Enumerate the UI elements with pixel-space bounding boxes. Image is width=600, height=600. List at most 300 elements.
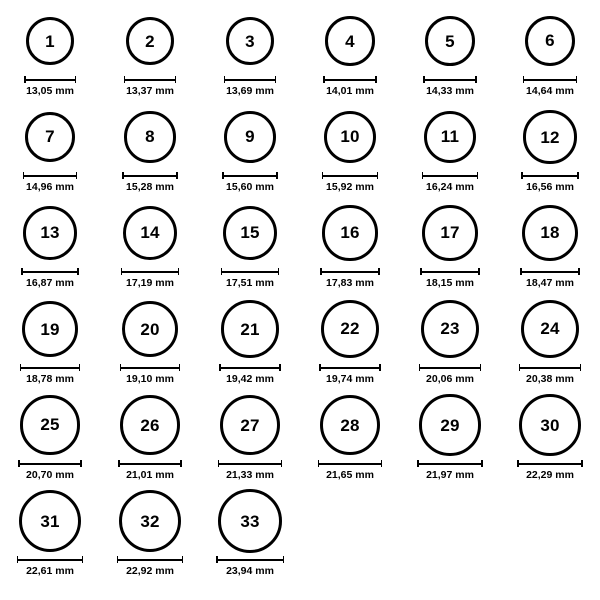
ring-diameter-measure [318, 460, 383, 481]
ring-diameter-label: 15,92 mm [326, 181, 374, 193]
caliper-tick-right [82, 556, 84, 563]
ring-diameter-label: 16,56 mm [526, 181, 574, 193]
ring-circle-wrapper [422, 200, 477, 266]
ring-size-number: 7 [45, 127, 55, 147]
ring-circle-wrapper [220, 392, 280, 458]
ring-size-cell[interactable] [100, 8, 200, 104]
ring-size-row [0, 392, 600, 488]
caliper-tick-left [218, 460, 220, 467]
caliper-bar [23, 175, 78, 177]
caliper-tick-left [117, 556, 119, 563]
ring-size-cell[interactable] [300, 200, 400, 296]
ring-size-cell[interactable] [200, 488, 300, 584]
ring-size-number: 27 [240, 415, 260, 435]
caliper-tick-left [120, 364, 122, 371]
ring-diameter-measure [120, 364, 181, 385]
ring-circle-wrapper [25, 104, 76, 170]
caliper-bar [422, 175, 479, 177]
ring-size-number: 8 [145, 127, 155, 147]
caliper-tick-left [121, 268, 123, 275]
ring-size-cell[interactable] [200, 392, 300, 488]
caliper-tick-left [216, 556, 218, 563]
ring-size-cell[interactable] [500, 104, 600, 200]
ring-size-cell[interactable] [400, 392, 500, 488]
ring-size-number: 20 [140, 319, 160, 339]
ring-diameter-label: 17,83 mm [326, 277, 374, 289]
ring-circle-wrapper [123, 200, 177, 266]
ring-circle-wrapper [324, 104, 376, 170]
ring-size-number: 11 [440, 127, 460, 147]
ring-size-number: 32 [140, 511, 160, 531]
caliper-bar [517, 463, 583, 465]
ring-circle-icon [19, 490, 81, 552]
ring-size-cell[interactable] [300, 8, 400, 104]
caliper-tick-right [578, 268, 580, 275]
caliper-bar [519, 367, 582, 369]
ring-diameter-measure [420, 268, 479, 289]
ring-size-number: 31 [40, 511, 60, 531]
ring-diameter-label: 15,28 mm [126, 181, 174, 193]
caliper-bar [523, 79, 577, 81]
ring-diameter-label: 13,05 mm [26, 85, 74, 97]
ring-diameter-label: 20,38 mm [526, 373, 574, 385]
caliper-tick-right [379, 364, 381, 371]
caliper-icon [222, 172, 278, 179]
caliper-tick-left [124, 76, 126, 83]
ring-size-cell[interactable] [400, 296, 500, 392]
caliper-tick-left [319, 364, 321, 371]
ring-diameter-label: 14,33 mm [426, 85, 474, 97]
caliper-tick-right [281, 460, 283, 467]
caliper-bar [122, 175, 177, 177]
caliper-tick-right [278, 268, 280, 275]
ring-circle-icon [218, 489, 282, 553]
ring-size-number: 25 [40, 415, 60, 435]
caliper-tick-right [176, 172, 178, 179]
caliper-tick-left [18, 460, 20, 467]
caliper-tick-left [318, 460, 320, 467]
ring-diameter-label: 22,61 mm [26, 565, 74, 577]
caliper-tick-right [179, 364, 181, 371]
caliper-bar [319, 367, 381, 369]
ring-size-number: 28 [340, 415, 360, 435]
ring-circle-icon [425, 16, 475, 66]
caliper-bar [117, 559, 184, 561]
ring-diameter-label: 22,92 mm [126, 565, 174, 577]
caliper-tick-left [221, 268, 223, 275]
ring-circle-wrapper [320, 392, 381, 458]
ring-circle-wrapper [122, 296, 179, 362]
ring-diameter-measure [319, 364, 381, 385]
ring-diameter-measure [417, 460, 482, 481]
caliper-tick-left [222, 172, 224, 179]
caliper-icon [521, 172, 578, 179]
caliper-icon [24, 76, 76, 83]
caliper-icon [420, 268, 479, 275]
caliper-bar [21, 271, 79, 273]
caliper-icon [520, 268, 580, 275]
caliper-tick-right [475, 76, 477, 83]
ring-circle-icon [25, 112, 76, 163]
caliper-tick-right [481, 460, 483, 467]
ring-diameter-label: 21,97 mm [426, 469, 474, 481]
ring-size-cell[interactable] [200, 200, 300, 296]
caliper-tick-left [517, 460, 519, 467]
caliper-icon [21, 268, 79, 275]
ring-circle-icon [521, 300, 580, 359]
caliper-icon [20, 364, 80, 371]
ring-diameter-label: 18,47 mm [526, 277, 574, 289]
caliper-icon [419, 364, 481, 371]
ring-diameter-label: 19,42 mm [226, 373, 274, 385]
ring-diameter-measure [520, 268, 580, 289]
ring-size-cell[interactable] [0, 488, 100, 584]
ring-circle-wrapper [218, 488, 282, 554]
caliper-tick-right [182, 556, 184, 563]
caliper-tick-right [581, 460, 583, 467]
ring-circle-icon [221, 300, 278, 357]
caliper-tick-right [577, 172, 579, 179]
caliper-tick-right [75, 76, 77, 83]
ring-diameter-measure [216, 556, 284, 577]
caliper-icon [323, 76, 376, 83]
ring-circle-wrapper [522, 200, 578, 266]
ring-size-number: 13 [40, 223, 60, 243]
caliper-tick-left [420, 268, 422, 275]
ring-diameter-label: 20,70 mm [26, 469, 74, 481]
ring-diameter-measure [320, 268, 379, 289]
ring-circle-icon [321, 300, 379, 358]
caliper-tick-left [24, 76, 26, 83]
ring-size-cell[interactable] [0, 8, 100, 104]
ring-circle-wrapper [322, 200, 377, 266]
ring-size-number: 21 [240, 319, 260, 339]
caliper-icon [519, 364, 582, 371]
ring-size-number: 24 [540, 319, 560, 339]
ring-diameter-label: 19,74 mm [326, 373, 374, 385]
ring-circle-wrapper [120, 392, 180, 458]
ring-circle-icon [424, 111, 477, 164]
caliper-tick-right [178, 268, 180, 275]
ring-diameter-label: 21,65 mm [326, 469, 374, 481]
ring-diameter-label: 16,24 mm [426, 181, 474, 193]
ring-size-number: 15 [240, 223, 260, 243]
ring-size-cell[interactable] [100, 488, 200, 584]
caliper-tick-left [519, 364, 521, 371]
ring-size-row [0, 8, 600, 104]
ring-circle-icon [422, 205, 477, 260]
ring-circle-wrapper [126, 8, 174, 74]
ring-diameter-measure [521, 172, 578, 193]
caliper-tick-left [118, 460, 120, 467]
ring-circle-icon [220, 395, 280, 455]
ring-circle-icon [522, 205, 578, 261]
ring-diameter-label: 16,87 mm [26, 277, 74, 289]
ring-diameter-label: 21,01 mm [126, 469, 174, 481]
ring-diameter-measure [118, 460, 182, 481]
ring-size-cell[interactable] [500, 296, 600, 392]
caliper-tick-left [422, 172, 424, 179]
ring-size-cell[interactable] [0, 104, 100, 200]
caliper-tick-left [21, 268, 23, 275]
ring-size-cell[interactable] [500, 8, 600, 104]
ring-circle-wrapper [525, 8, 575, 74]
caliper-icon [221, 268, 280, 275]
caliper-tick-left [417, 460, 419, 467]
ring-diameter-label: 19,10 mm [126, 373, 174, 385]
caliper-tick-left [523, 76, 525, 83]
caliper-icon [523, 76, 577, 83]
ring-diameter-measure [323, 76, 376, 97]
ring-size-cell[interactable] [400, 8, 500, 104]
caliper-icon [23, 172, 78, 179]
caliper-bar [17, 559, 83, 561]
ring-circle-wrapper [325, 8, 374, 74]
caliper-tick-right [76, 172, 78, 179]
caliper-tick-right [378, 268, 380, 275]
ring-diameter-measure [422, 172, 479, 193]
caliper-tick-left [520, 268, 522, 275]
ring-size-number: 2 [145, 31, 155, 51]
ring-circle-wrapper [221, 296, 278, 362]
caliper-tick-left [423, 76, 425, 83]
caliper-tick-left [320, 268, 322, 275]
ring-circle-icon [419, 394, 480, 455]
caliper-tick-right [79, 364, 81, 371]
ring-size-number: 5 [445, 31, 455, 51]
caliper-icon [218, 460, 282, 467]
ring-circle-wrapper [19, 488, 81, 554]
ring-circle-wrapper [20, 392, 79, 458]
ring-size-cell[interactable] [300, 104, 400, 200]
caliper-tick-left [219, 364, 221, 371]
caliper-tick-right [381, 460, 383, 467]
ring-circle-icon [324, 111, 376, 163]
caliper-icon [120, 364, 181, 371]
ring-size-cell[interactable] [300, 392, 400, 488]
caliper-tick-right [478, 268, 480, 275]
caliper-bar [318, 463, 383, 465]
ring-diameter-label: 23,94 mm [226, 565, 274, 577]
caliper-bar [121, 271, 179, 273]
caliper-icon [224, 76, 277, 83]
ring-diameter-measure [519, 364, 582, 385]
caliper-tick-right [279, 364, 281, 371]
ring-circle-icon [519, 394, 581, 456]
ring-diameter-label: 18,15 mm [426, 277, 474, 289]
caliper-bar [124, 79, 176, 81]
caliper-tick-right [480, 364, 482, 371]
ring-circle-icon [523, 110, 576, 163]
ring-circle-wrapper [519, 392, 581, 458]
ring-circle-wrapper [521, 296, 580, 362]
caliper-tick-right [275, 76, 277, 83]
caliper-bar [219, 367, 280, 369]
ring-circle-icon [23, 206, 77, 260]
ring-size-cell[interactable] [100, 392, 200, 488]
caliper-tick-left [224, 76, 226, 83]
ring-circle-icon [224, 111, 276, 163]
ring-circle-icon [123, 206, 177, 260]
ring-diameter-label: 15,60 mm [226, 181, 274, 193]
ring-size-number: 4 [345, 31, 355, 51]
ring-circle-icon [20, 395, 79, 454]
ring-size-cell[interactable] [0, 200, 100, 296]
ring-diameter-measure [121, 268, 179, 289]
ring-diameter-measure [224, 76, 277, 97]
ring-size-cell[interactable] [0, 392, 100, 488]
caliper-icon [124, 76, 176, 83]
ring-circle-icon [126, 17, 174, 65]
ring-size-cell[interactable] [300, 296, 400, 392]
caliper-icon [122, 172, 177, 179]
ring-size-cell[interactable] [0, 296, 100, 392]
caliper-bar [24, 79, 76, 81]
ring-diameter-measure [423, 76, 477, 97]
ring-circle-icon [223, 206, 278, 261]
ring-circle-wrapper [419, 392, 480, 458]
caliper-tick-left [322, 172, 324, 179]
caliper-bar [419, 367, 481, 369]
ring-diameter-measure [24, 76, 76, 97]
ring-diameter-label: 20,06 mm [426, 373, 474, 385]
ring-circle-wrapper [124, 104, 175, 170]
ring-diameter-label: 14,64 mm [526, 85, 574, 97]
caliper-tick-right [283, 556, 285, 563]
ring-size-cell[interactable] [200, 8, 300, 104]
caliper-bar [120, 367, 181, 369]
ring-diameter-measure [20, 364, 80, 385]
ring-diameter-label: 17,19 mm [126, 277, 174, 289]
ring-size-row [0, 488, 600, 584]
ring-size-number: 26 [140, 415, 160, 435]
caliper-icon [320, 268, 379, 275]
ring-diameter-measure [218, 460, 282, 481]
caliper-tick-right [77, 268, 79, 275]
ring-diameter-measure [124, 76, 176, 97]
ring-circle-icon [122, 301, 179, 358]
ring-circle-icon [525, 16, 575, 66]
ring-size-cell[interactable] [400, 104, 500, 200]
caliper-bar [118, 463, 182, 465]
ring-circle-wrapper [424, 104, 477, 170]
caliper-tick-left [419, 364, 421, 371]
ring-size-cell[interactable] [100, 104, 200, 200]
caliper-bar [417, 463, 482, 465]
ring-diameter-label: 14,01 mm [326, 85, 374, 97]
ring-size-number: 3 [245, 31, 255, 51]
ring-diameter-measure [17, 556, 83, 577]
ring-circle-icon [22, 301, 78, 357]
caliper-tick-left [23, 172, 25, 179]
ring-diameter-measure [523, 76, 577, 97]
caliper-bar [218, 463, 282, 465]
ring-size-number: 19 [40, 319, 60, 339]
caliper-icon [417, 460, 482, 467]
caliper-bar [420, 271, 479, 273]
ring-diameter-measure [222, 172, 278, 193]
ring-diameter-measure [23, 172, 78, 193]
ring-size-number: 6 [545, 31, 555, 51]
ring-size-number: 33 [240, 511, 260, 531]
caliper-icon [219, 364, 280, 371]
ring-circle-wrapper [224, 104, 276, 170]
ring-circle-wrapper [223, 200, 278, 266]
ring-circle-wrapper [22, 296, 78, 362]
ring-size-cell[interactable] [500, 392, 600, 488]
ring-size-cell[interactable] [200, 104, 300, 200]
ring-size-number: 23 [440, 319, 460, 339]
caliper-bar [20, 367, 80, 369]
ring-circle-wrapper [321, 296, 379, 362]
ring-diameter-measure [517, 460, 583, 481]
ring-diameter-label: 17,51 mm [226, 277, 274, 289]
ring-circle-icon [26, 17, 74, 65]
caliper-icon [121, 268, 179, 275]
ring-size-cell[interactable] [500, 200, 600, 296]
ring-size-number: 12 [540, 127, 560, 147]
ring-size-row [0, 296, 600, 392]
caliper-bar [18, 463, 81, 465]
caliper-tick-left [17, 556, 19, 563]
caliper-icon [18, 460, 81, 467]
ring-diameter-measure [117, 556, 184, 577]
ring-size-cell[interactable] [100, 200, 200, 296]
caliper-tick-right [276, 172, 278, 179]
ring-circle-icon [226, 17, 275, 66]
ring-size-number: 16 [340, 223, 360, 243]
ring-diameter-measure [221, 268, 280, 289]
caliper-bar [216, 559, 284, 561]
ring-circle-icon [325, 16, 374, 65]
ring-size-cell[interactable] [100, 296, 200, 392]
caliper-icon [423, 76, 477, 83]
ring-size-cell[interactable] [400, 200, 500, 296]
caliper-tick-left [521, 172, 523, 179]
caliper-bar [323, 79, 376, 81]
caliper-bar [521, 175, 578, 177]
caliper-icon [322, 172, 378, 179]
caliper-tick-right [377, 172, 379, 179]
ring-size-row [0, 200, 600, 296]
ring-diameter-measure [18, 460, 81, 481]
ring-circle-wrapper [119, 488, 182, 554]
ring-size-number: 1 [45, 31, 55, 51]
ring-circle-icon [421, 300, 479, 358]
ring-size-number: 30 [540, 415, 560, 435]
caliper-icon [422, 172, 479, 179]
ring-circle-wrapper [425, 8, 475, 74]
ring-diameter-measure [219, 364, 280, 385]
caliper-tick-right [576, 76, 578, 83]
ring-size-number: 17 [440, 223, 460, 243]
ring-diameter-label: 13,69 mm [226, 85, 274, 97]
caliper-icon [517, 460, 583, 467]
caliper-tick-left [323, 76, 325, 83]
ring-size-number: 9 [245, 127, 255, 147]
ring-circle-wrapper [226, 8, 275, 74]
ring-diameter-label: 14,96 mm [26, 181, 74, 193]
ring-size-cell[interactable] [200, 296, 300, 392]
ring-circle-wrapper [523, 104, 576, 170]
caliper-bar [322, 175, 378, 177]
caliper-icon [117, 556, 184, 563]
ring-size-number: 29 [440, 415, 460, 435]
caliper-tick-left [20, 364, 22, 371]
caliper-tick-left [122, 172, 124, 179]
caliper-tick-right [180, 460, 182, 467]
ring-diameter-measure [419, 364, 481, 385]
